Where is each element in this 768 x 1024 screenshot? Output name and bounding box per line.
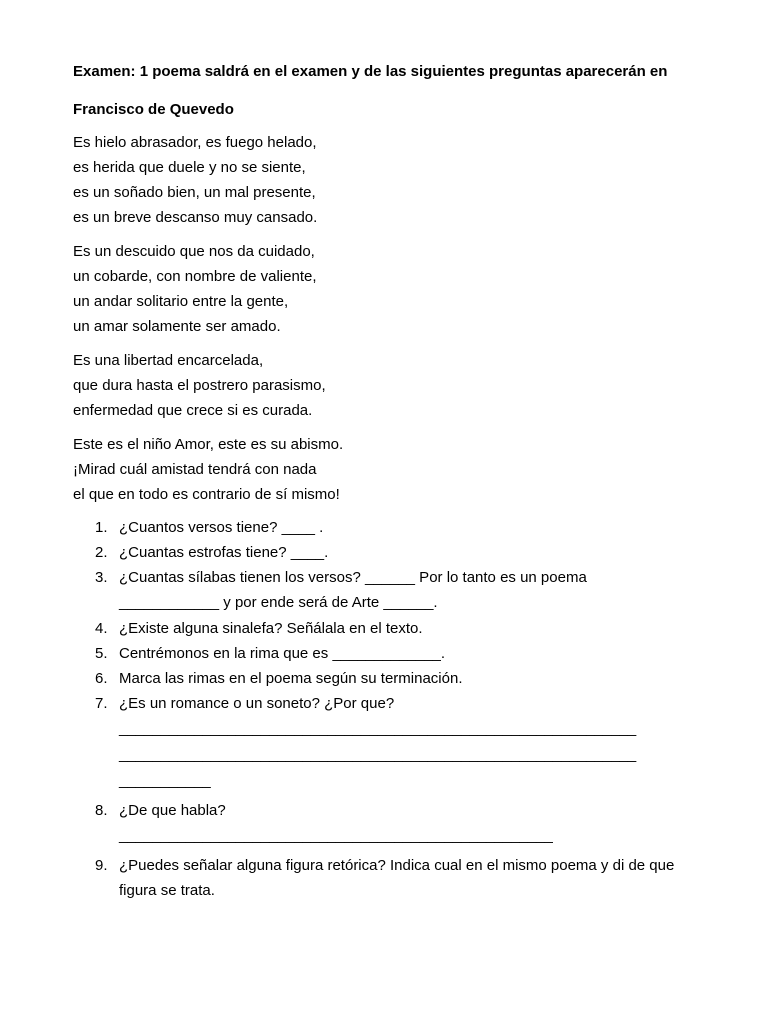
question-number: 5. (95, 645, 108, 662)
poem-line: un andar solitario entre la gente, (73, 293, 289, 310)
question-item (73, 666, 703, 691)
poem-line: Es hielo abrasador, es fuego helado, (73, 134, 317, 151)
question-item (73, 565, 703, 616)
question-text: ¿Cuantas sílabas tienen los versos? ______ Por lo tanto es un poema (119, 569, 587, 586)
question-text: ¿Cuantos versos tiene? ____ . (119, 519, 324, 536)
answer-line: ______________________________________________________________ (119, 720, 637, 737)
exam-title: Examen: 1 poema saldrá en el examen y de las siguientes preguntas aparecerán en (73, 63, 668, 80)
poem-line: enfermedad que crece si es curada. (73, 402, 313, 419)
question-text: ¿De que habla? (119, 802, 226, 819)
question-text: Centrémonos en la rima que es _____________. (119, 645, 446, 662)
answer-line: ____________________________________________________ (119, 827, 553, 844)
question-number: 6. (95, 670, 108, 687)
answer-line: ___________ (119, 772, 211, 789)
question-number: 9. (95, 857, 108, 874)
question-text: ¿Existe alguna sinalefa? Señálala en el texto. (119, 620, 423, 637)
question-number: 7. (95, 695, 108, 712)
poem-line: ¡Mirad cuál amistad tendrá con nada (73, 461, 317, 478)
poem-line: Es un descuido que nos da cuidado, (73, 243, 315, 260)
question-item (73, 540, 703, 565)
poem-stanza-2 (73, 239, 703, 339)
poem-line: que dura hasta el postrero parasismo, (73, 377, 326, 394)
question-item (73, 798, 703, 849)
question-item (73, 641, 703, 666)
question-number: 3. (95, 569, 108, 586)
question-text: figura se trata. (119, 882, 215, 899)
poem-stanza-1 (73, 130, 703, 230)
question-number: 4. (95, 620, 108, 637)
poem-stanza-4 (73, 432, 703, 507)
poem-line: es herida que duele y no se siente, (73, 159, 306, 176)
question-text: ¿Puedes señalar alguna figura retórica? Indica cual en el mismo poema y di de que (119, 857, 675, 874)
question-item (73, 616, 703, 641)
question-text: ¿Cuantas estrofas tiene? ____. (119, 544, 329, 561)
question-text: Marca las rimas en el poema según su terminación. (119, 670, 463, 687)
poem-line: el que en todo es contrario de sí mismo! (73, 486, 340, 503)
question-list (73, 515, 703, 904)
answer-line: ______________________________________________________________ (119, 746, 637, 763)
question-text: ____________ y por ende será de Arte ______. (119, 594, 438, 611)
question-item (73, 853, 703, 904)
question-item (73, 515, 703, 540)
poem-line: un amar solamente ser amado. (73, 318, 281, 335)
question-number: 2. (95, 544, 108, 561)
question-text: ¿Es un romance o un soneto? ¿Por que? (119, 695, 395, 712)
poem-author: Francisco de Quevedo (73, 101, 234, 118)
question-number: 8. (95, 802, 108, 819)
poem-stanza-3 (73, 348, 703, 423)
question-item (73, 691, 703, 794)
document-page (73, 60, 703, 904)
poem-line: es un breve descanso muy cansado. (73, 209, 318, 226)
poem-line: Este es el niño Amor, este es su abismo. (73, 436, 344, 453)
question-number: 1. (95, 519, 108, 536)
poem-line: Es una libertad encarcelada, (73, 352, 264, 369)
poem-line: un cobarde, con nombre de valiente, (73, 268, 317, 285)
poem-line: es un soñado bien, un mal presente, (73, 184, 316, 201)
